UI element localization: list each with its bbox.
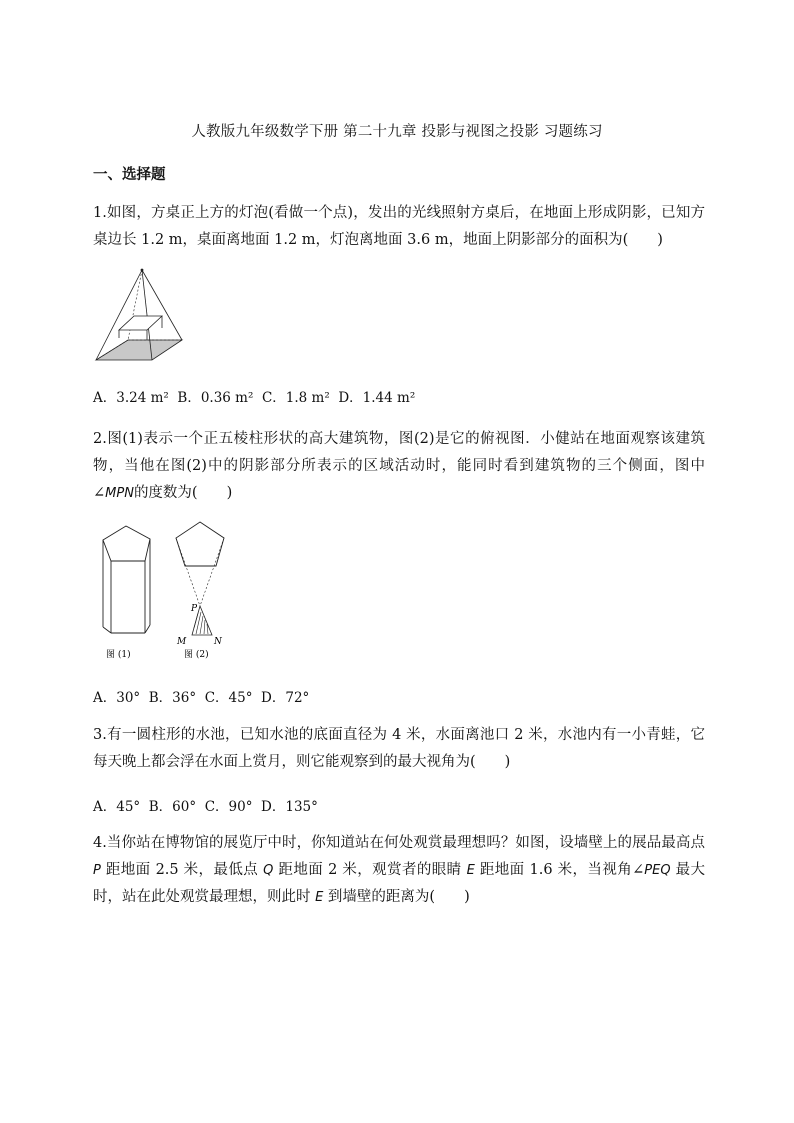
question-4-var-q: Q: [263, 863, 274, 878]
question-4-var-p: P: [93, 863, 101, 878]
question-1-text: 如图，方桌正上方的灯泡(看做一个点)，发出的光线照射方桌后，在地面上形成阴影，已知方桌边长 1.2 m，桌面离地面 1.2 m，灯泡离地面 3.6 m，地面上阴影部分的面积为( ): [93, 205, 705, 248]
document-title: 人教版九年级数学下册 第二十九章 投影与视图之投影 习题练习: [191, 124, 603, 140]
question-3-text: 有一圆柱形的水池，已知水池的底面直径为 4 米，水面离池口 2 米，水池内有一小青蛙，它每天晚上都会浮在水面上赏月，则它能观察到的最大视角为( ): [93, 727, 705, 770]
label-n: N: [214, 637, 222, 647]
question-4-text-3: 距地面 2 米，观赏者的眼睛: [273, 862, 467, 878]
question-2: [93, 426, 705, 507]
question-4-number: 4.: [93, 835, 107, 851]
table-top: [119, 316, 162, 330]
question-1: [93, 200, 705, 254]
question-2-text-part-1: 图(1)表示一个正五棱柱形状的高大建筑物，图(2)是它的俯视图．小健站在地面观察该建筑物，当他在图(2)中的阴影部分所表示的区域活动时，能同时看到建筑物的三个侧面，图中∠: [93, 431, 705, 501]
question-1-options: A．3.24 m² B．0.36 m² C．1.8 m² D．1.44 m²: [93, 390, 416, 406]
figure-1-caption: 图 (1): [106, 650, 131, 660]
question-3-number: 3.: [93, 727, 107, 743]
question-4-var-e-2: E: [315, 890, 324, 905]
question-4-text-5: 最大时，站在此处观赏最理想，则此时: [93, 862, 706, 905]
question-3: [93, 722, 705, 776]
question-4-text-2: 距地面 2.5 米，最低点: [100, 862, 264, 878]
question-1-figure-lamp-table: [94, 268, 186, 362]
question-4-var-peq: PEQ: [644, 863, 671, 878]
question-2-text-part-2: 的度数为( ): [133, 485, 233, 501]
question-1-number: 1.: [93, 205, 107, 221]
question-2-figure-2-top-view: [172, 520, 232, 663]
question-2-figure-1-pentagonal-prism: [98, 523, 158, 663]
question-2-number: 2.: [93, 431, 107, 447]
figure-2-caption: 图 (2): [184, 650, 209, 660]
question-4-text-4: 距地面 1.6 米，当视角∠: [474, 862, 645, 878]
section-heading: 一、选择题: [93, 166, 166, 183]
question-2-angle-variable: MPN: [105, 486, 134, 501]
question-4-text-6: 到墙壁的距离为( ): [323, 889, 470, 905]
question-4-text-1: 当你站在博物馆的展览厅中时，你知道站在何处观赏最理想吗？如图，设墙壁上的展品最高点: [106, 835, 705, 851]
question-4-var-e: E: [466, 863, 475, 878]
ground-shadow: [96, 340, 182, 360]
pentagon-top-view: [176, 522, 224, 566]
question-2-options: A．30° B．36° C．45° D．72°: [93, 690, 310, 706]
label-m: M: [177, 637, 187, 647]
label-p: P: [191, 604, 198, 614]
question-4: [93, 830, 705, 911]
question-3-options: A．45° B．60° C．90° D．135°: [93, 799, 318, 815]
